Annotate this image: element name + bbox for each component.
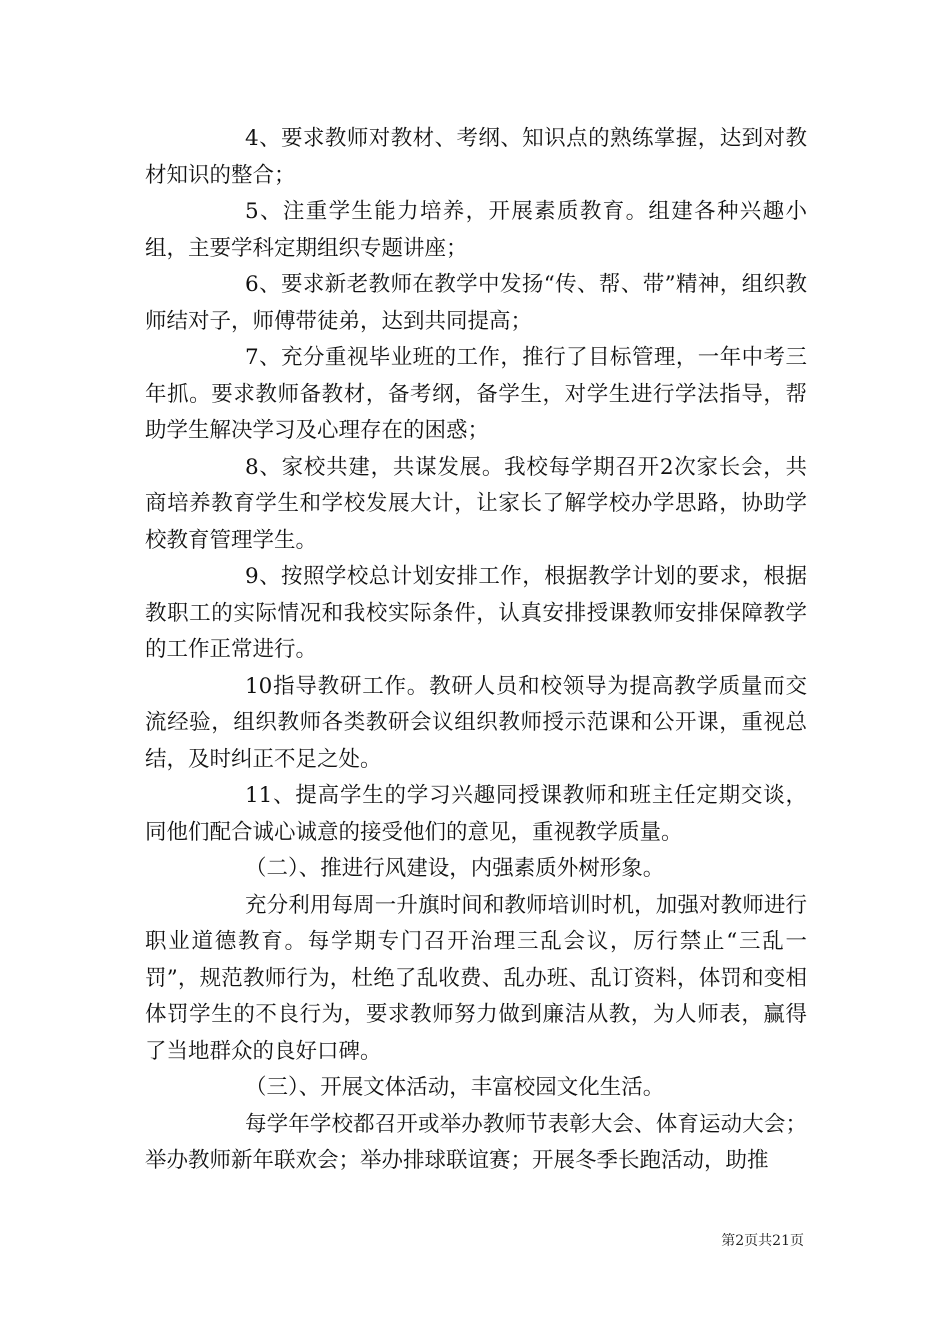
paragraph-ethics: 充分利用每周一升旗时间和教师培训时机，加强对教师进行职业道德教育。每学期专门召开治理三乱会议，厉行禁止“三乱一罚”，规范教师行为，杜绝了乱收费、乱办班、乱订资料，体罚和变相体罚学生的不良行为，要求教师努力做到廉洁从教，为人师表，赢得了当地群众的良好口碑。 <box>145 892 807 1064</box>
paragraph-item-10: 10指导教研工作。教研人员和校领导为提高教学质量而交流经验，组织教师各类教研会议组织教师授示范课和公开课，重视总结，及时纠正不足之处。 <box>145 673 807 772</box>
paragraph-item-5: 5、注重学生能力培养，开展素质教育。组建各种兴趣小组，主要学科定期组织专题讲座； <box>145 199 807 261</box>
section-heading-2: （二）、推进行风建设，内强素质外树形象。 <box>245 856 665 881</box>
page-number: 第2页共21页 <box>721 1233 804 1249</box>
paragraph-item-9: 9、按照学校总计划安排工作，根据教学计划的要求，根据教职工的实际情况和我校实际条件，认真安排授课教师安排保障教学的工作正常进行。 <box>145 564 807 662</box>
paragraph-activities: 每学年学校都召开或举办教师节表彰大会、体育运动大会；举办教师新年联欢会；举办排球联谊赛；开展冬季长跑活动，助推 <box>145 1111 807 1173</box>
paragraph-item-8: 8、家校共建，共谋发展。我校每学期召开2次家长会，共商培养教育学生和学校发展大计，让家长了解学校办学思路，协助学校教育管理学生。 <box>145 454 807 553</box>
paragraph-item-6: 6、要求新老教师在教学中发扬“传、帮、带”精神，组织教师结对子，师傅带徒弟，达到共同提高； <box>145 272 807 334</box>
document-body <box>145 121 807 1180</box>
paragraph-item-7: 7、充分重视毕业班的工作，推行了目标管理，一年中考三年抓。要求教师备教材，备考纲，备学生，对学生进行学法指导，帮助学生解决学习及心理存在的困惑； <box>145 345 807 443</box>
paragraph-item-11: 11、提高学生的学习兴趣同授课教师和班主任定期交谈，同他们配合诚心诚意的接受他们的意见，重视教学质量。 <box>145 783 807 845</box>
paragraph-item-4: 4、要求教师对教材、考纲、知识点的熟练掌握，达到对教材知识的整合； <box>145 126 807 188</box>
section-heading-3: （三）、开展文体活动，丰富校园文化生活。 <box>245 1075 665 1100</box>
